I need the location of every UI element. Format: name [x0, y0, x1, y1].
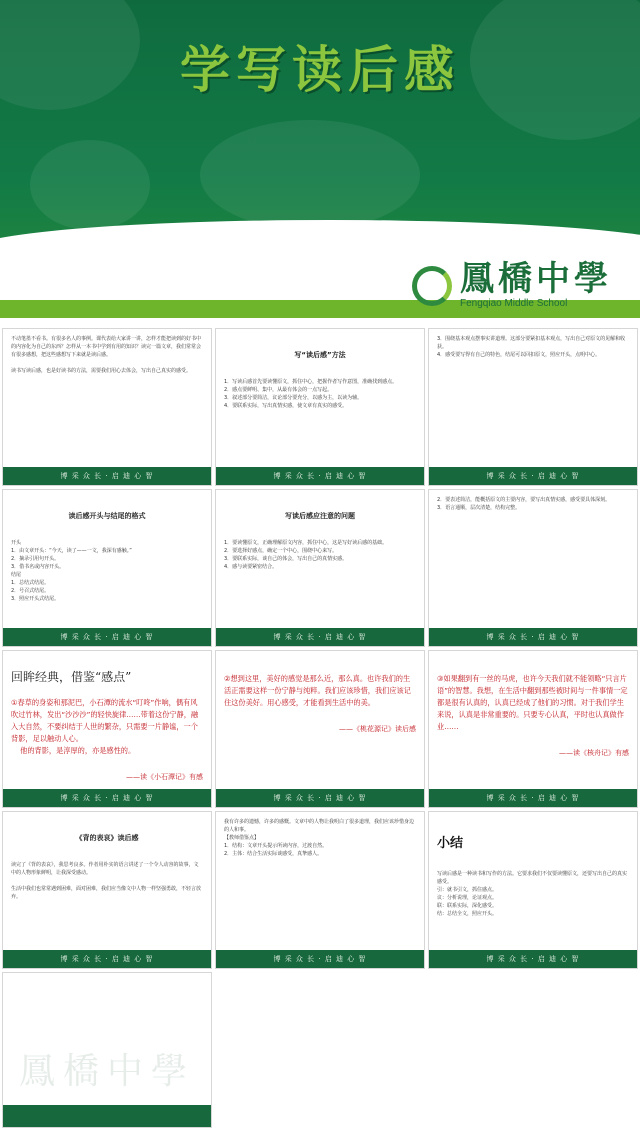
- slide-footer: 博 采 众 长 · 启 迪 心 智: [429, 467, 637, 485]
- slide-text: 不动笔墨不看书。有很多名人的事例。课代表给大家讲一讲，怎样才能把读到的好书中的内容化为自己的东西？怎样从一本书中学到有用的知识？读完一篇文章，我们常常会有很多感想，把这些感想写下来就是读后感。 读书写读后感，也是好读书的方法，需要我们用心去体会，写出自己真实的感受。: [11, 336, 202, 374]
- slide-heading: 写读后感应注意的问题: [285, 512, 355, 520]
- slide-heading: 写“读后感”方法: [294, 351, 346, 359]
- decor-blob: [200, 120, 420, 230]
- school-name-cn: 鳳橋中學: [460, 259, 612, 299]
- slide-11[interactable]: [2, 811, 212, 969]
- slide-footer: 博 采 众 长 · 启 迪 心 智: [216, 950, 424, 968]
- slide-12[interactable]: [215, 811, 425, 969]
- slide-footer: 博 采 众 长 · 启 迪 心 智: [3, 467, 211, 485]
- slide-footer: 博 采 众 长 · 启 迪 心 智: [429, 628, 637, 646]
- slide-text: 1．写读后感首先要读懂原文，抓住中心，把握作者写作意图，准确找到感点。 2．感点要鲜明、集中，从最有体会的一点写起。 3．叙述部分要简洁，议论部分要充分，以感为主，以读为辅。 4．要联系实际，写出真情实感，使文章有真实的感受。: [224, 379, 398, 409]
- slide-signature: ——《桃花源记》读后感: [339, 725, 416, 733]
- slide-text: 3．围绕基本观点摆事实讲道理。这部分要紧扣基本观点，写出自己对原文的见解和收获。 4．感受要写得有自己的特色，结尾可以回扣原文，照应开头，点明中心。: [437, 336, 626, 358]
- title-slide: [0, 0, 640, 327]
- slide-footer: 博 采 众 长 · 启 迪 心 智: [3, 789, 211, 807]
- school-name-en: Fengqiao Middle School: [460, 298, 568, 309]
- slide-5[interactable]: [2, 489, 212, 647]
- slide-14[interactable]: [2, 972, 212, 1128]
- slide-title: 回眸经典，借鉴“感点”: [11, 670, 132, 684]
- slide-footer: 博 采 众 长 · 启 迪 心 智: [216, 628, 424, 646]
- slide-red-text: ②想到这里，美好的感觉是那么近，那么真。也许我们的生活正需要这样一份宁静与纯粹。我们应该珍惜，我们应该记住这份美好。用心感受，才能看到生活中的美。: [224, 674, 411, 707]
- slide-footer: 博 采 众 长 · 启 迪 心 智: [216, 467, 424, 485]
- summary-title: 小结: [437, 836, 464, 851]
- slide-heading: 读后感开头与结尾的格式: [68, 512, 146, 520]
- slide-signature: ——读《小石潭记》有感: [126, 773, 203, 781]
- slide-text: 我有许多的遗憾，许多的感慨。文章中的人物让我明白了很多道理，我们应该珍惜身边的人和事。 【教师借鉴点】 1．结构：文章开头提示所读内容，过渡自然。 2．主体：结合生活实际谈感受，真挚感人。: [224, 819, 415, 857]
- slide-7[interactable]: [428, 489, 638, 647]
- slide-text: 读完了《背的表哀》，我思考良多。作者用朴实的语言讲述了一个令人动容的故事，文中的人物形象鲜明，让我深受感动。 生活中我们也常常遇到困难，面对困难，我们应当像文中人物一样坚强勇敢，不轻言放弃。: [11, 862, 202, 900]
- slide-red-text: ①春草的身姿和那泥巴，小石潭的流水“叮咚”作响，偶有风吹过竹林，发出“沙沙沙”的轻快旋律……带着这份宁静，融入大自然，不要纠结于人世的繁杂，只需要一片静谧，一个背影，足以触动人心。 他的背影，是淳厚的，亦是感性的。: [11, 698, 199, 755]
- slide-3[interactable]: [215, 328, 425, 486]
- slide-text: 开头 1．由文章开头：“今天，读了——一文，我深有感触。” 2．摘录引用句开头。 3．借书名或内容开头。 结尾 1．总结式结尾。 2．号召式结尾。 3．照应开头式结尾。: [11, 540, 132, 602]
- slide-footer: 博 采 众 长 · 启 迪 心 智: [216, 789, 424, 807]
- slide-13[interactable]: [428, 811, 638, 969]
- slide-footer-band: [3, 1105, 211, 1127]
- slide-signature: ——读《核舟记》有感: [559, 749, 629, 757]
- slide-red-text: ③如果翻到有一丝的马虎，也许今天我们就不能领略“只言片语”的智慧。我想，在生活中翻到那些被时间与一件事情一定都是很有认真的，认真已经成了他们的习惯。对于我们学生来说，认真是非常重要的。只要专心认真，平时也认真做作业……: [437, 674, 628, 731]
- slide-2[interactable]: [2, 328, 212, 486]
- school-logo: [412, 259, 612, 309]
- slide-text: 1．要读懂原文，正确理解原文内容，抓住中心，这是写好读后感的基础。 2．要选择好感点，确定一个中心，围绕中心来写。 3．要联系实际，谈自己的体会，写出自己的真情实感。 4．感与读要紧密结合。: [224, 540, 388, 570]
- slide-text: 2．要表述简洁，能概括原文的主要内容，要写出真情实感，感受要具体深刻。 3．语言通顺，层次清楚，结构完整。: [437, 497, 611, 511]
- slide-footer: 博 采 众 长 · 启 迪 心 智: [3, 950, 211, 968]
- slide-footer: 博 采 众 长 · 启 迪 心 智: [429, 950, 637, 968]
- slide-footer: 博 采 众 长 · 启 迪 心 智: [429, 789, 637, 807]
- slide-9[interactable]: [215, 650, 425, 808]
- slide-6[interactable]: [215, 489, 425, 647]
- logo-icon: [412, 266, 452, 306]
- slide-8[interactable]: [2, 650, 212, 808]
- slide-10[interactable]: [428, 650, 638, 808]
- slide-text: 写读后感是一种读书和写作的方法。它要求我们不仅要读懂原文，还要写出自己的真实感受。 引：就书引文，抓住感点。 议：分析说理，论证观点。 联：联系实际，深化感受。 结：总结全文，照应开头。: [437, 871, 628, 917]
- main-title: 学写读后感: [180, 41, 460, 99]
- slide-4[interactable]: [428, 328, 638, 486]
- slide-footer: 博 采 众 长 · 启 迪 心 智: [3, 628, 211, 646]
- decor-blob: [30, 140, 150, 230]
- slide-heading: 《背的表哀》读后感: [75, 834, 139, 842]
- end-watermark: 鳳橋中學: [18, 1051, 195, 1092]
